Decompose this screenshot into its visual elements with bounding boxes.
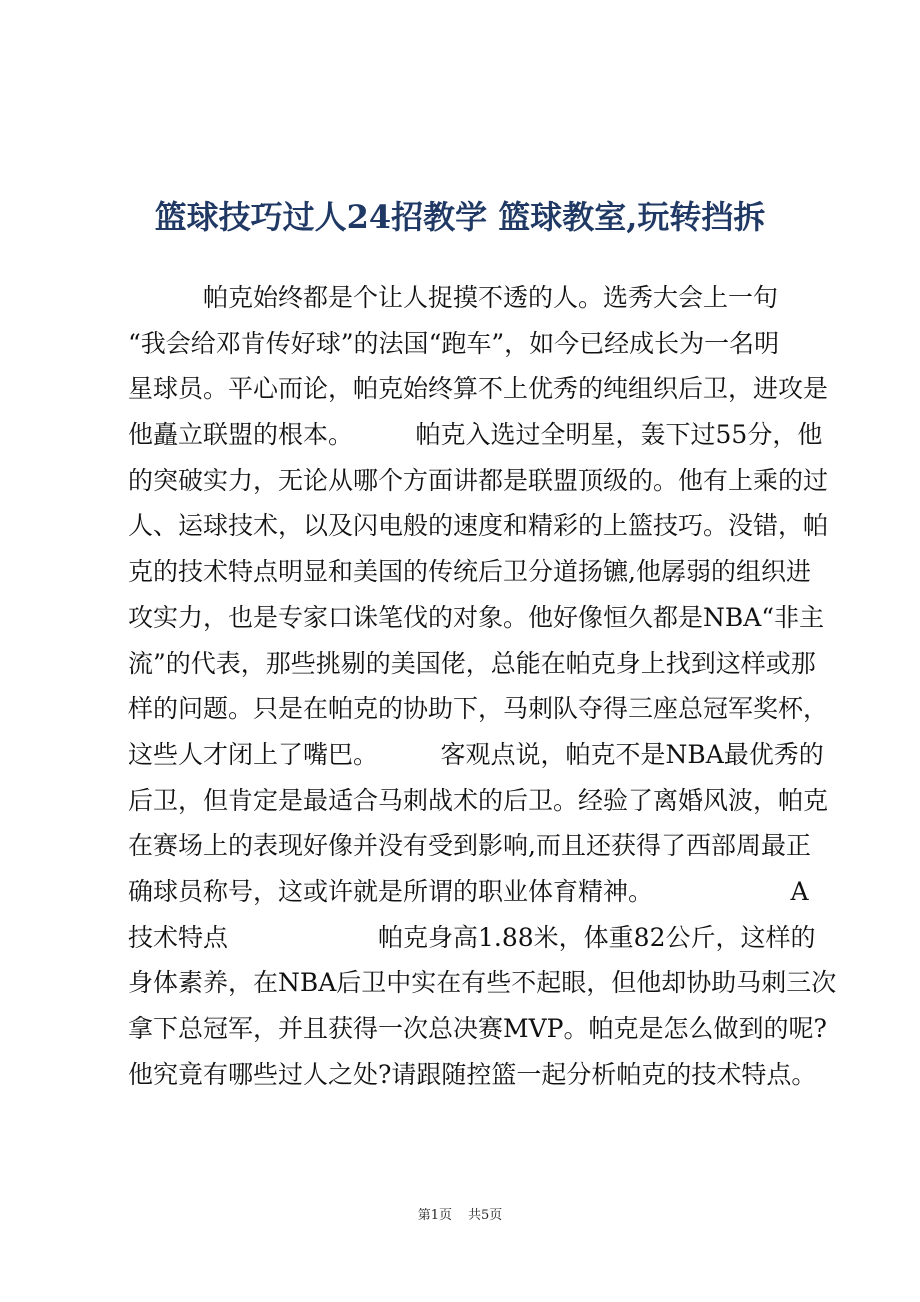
text-line: 帕克始终都是个让人捉摸不透的人。选秀大会上一句 [128,283,779,312]
text-line: 确球员称号，这或许就是所谓的职业体育精神。 A [128,876,809,906]
text-line: 克的技术特点明显和美国的传统后卫分道扬镳,他孱弱的组织进 [128,557,811,587]
text-line: 攻实力，也是专家口诛笔伐的对象。他好像恒久都是NBA“非主 [128,602,825,632]
page-number-total: 共5页 [468,1208,503,1223]
text-line: 在赛场上的表现好像并没有受到影响,而且还获得了西部周最正 [128,831,811,861]
text-line: 星球员。平心而论，帕克始终算不上优秀的纯组织后卫，进攻是 [128,374,829,404]
text-line: 身体素养，在NBA后卫中实在有些不起眼，但他却协助马刺三次 [128,968,837,998]
document-title: 篮球技巧过人24招教学 篮球教室,玩转挡拆 [154,198,766,236]
text-line: 的突破实力，无论从哪个方面讲都是联盟顶级的。他有上乘的过 [128,465,829,495]
text-line: 样的问题。只是在帕克的协助下，马刺队夺得三座总冠军奖杯， [128,694,829,724]
text-line: 他矗立联盟的根本。 帕克入选过全明星，轰下过55分，他 [128,420,823,450]
text-line: 他究竟有哪些过人之处?请跟随控篮一起分析帕克的技术特点。 [128,1059,817,1089]
text-line: 后卫，但肯定是最适合马刺战术的后卫。经验了离婚风波，帕克 [128,785,829,815]
text-line: 流”的代表，那些挑剔的美国佬，总能在帕克身上找到这样或那 [128,648,816,678]
document-body [128,275,837,1097]
text-line: 技术特点 帕克身高1.88米，体重82公斤，这样的 [128,922,816,952]
text-line: “我会给邓肯传好球”的法国“跑车”，如今已经成长为一名明 [128,328,780,358]
text-line: 人、运球技术，以及闪电般的速度和精彩的上篮技巧。没错，帕 [128,511,829,541]
page-number-current: 第1页 [417,1208,452,1223]
text-line: 拿下总冠军，并且获得一次总决赛MVP。帕克是怎么做到的呢? [128,1014,827,1043]
page-footer [0,1207,920,1225]
text-line: 这些人才闭上了嘴巴。 客观点说，帕克不是NBA最优秀的 [128,739,824,769]
